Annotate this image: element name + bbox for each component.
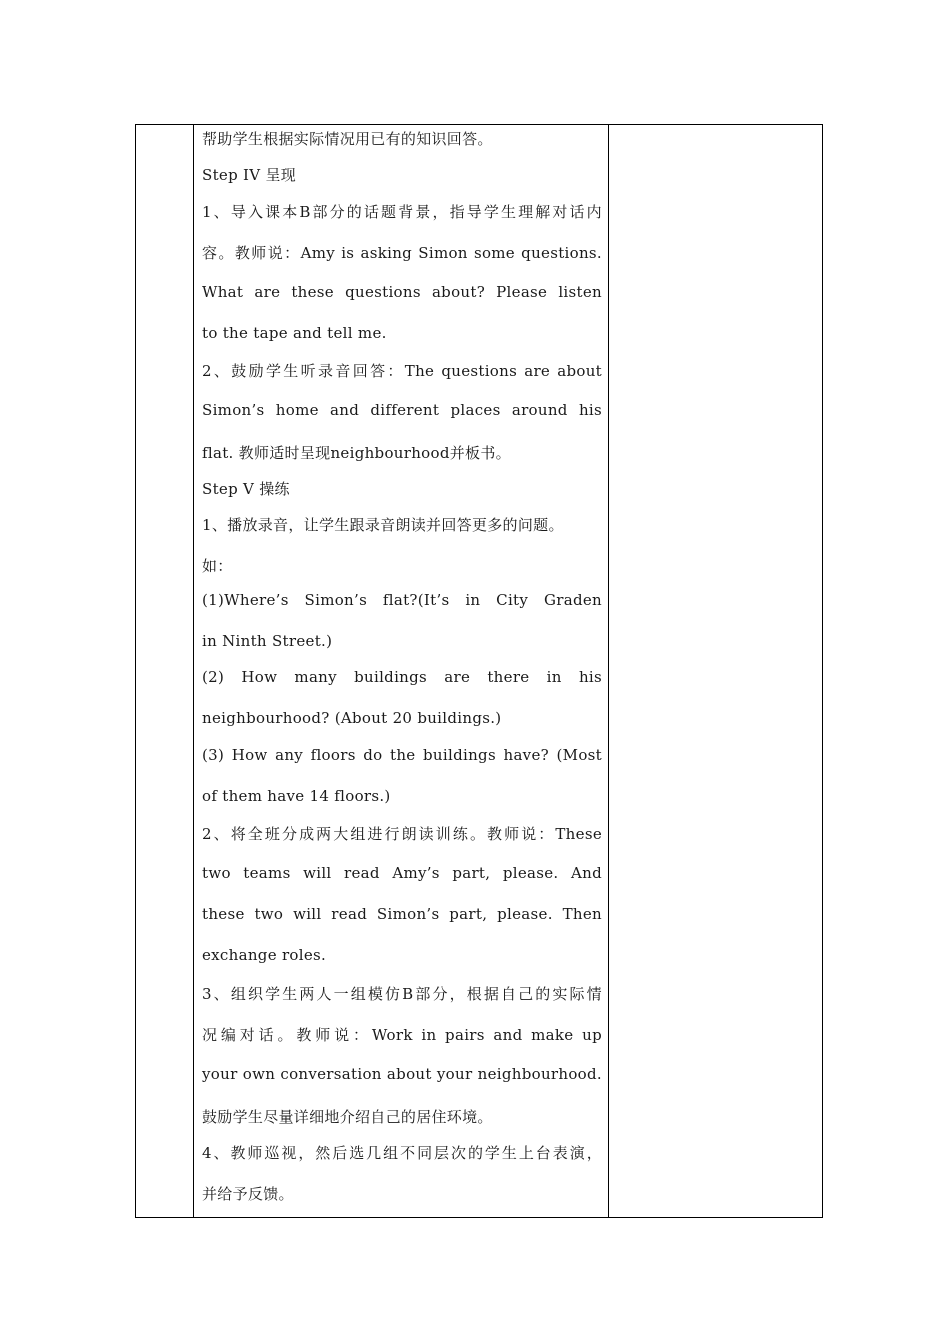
text-line: (1)Where’s Simon’s flat?(It’s in City Graden [202, 591, 602, 609]
text-line: 如： [202, 557, 233, 575]
text-line: (3) How any floors do the buildings have? (Most [202, 746, 602, 764]
step-heading: Step IV 呈现 [202, 166, 297, 184]
text-line: 4、教师巡视，然后选几组不同层次的学生上台表演， [202, 1144, 602, 1162]
text-line: flat. 教师适时呈现neighbourhood并板书。 [202, 444, 511, 462]
text-line: 鼓励学生尽量详细地介绍自己的居住环境。 [202, 1108, 493, 1126]
text-line: to the tape and tell me. [202, 324, 387, 342]
lesson-plan-table [135, 124, 823, 1218]
text-line: Simon’s home and different places around his [202, 401, 602, 419]
column-divider-right [608, 125, 609, 1217]
text-line: 1、播放录音，让学生跟录音朗读并回答更多的问题。 [202, 516, 564, 534]
text-line: these two will read Simon’s part, please. Then [202, 905, 602, 923]
text-line: your own conversation about your neighbourhood. [202, 1065, 602, 1083]
text-line: What are these questions about? Please listen [202, 283, 602, 301]
text-line: 容。教师说：Amy is asking Simon some questions. [202, 244, 602, 262]
text-line: (2) How many buildings are there in his [202, 668, 602, 686]
text-line: 2、鼓励学生听录音回答：The questions are about [202, 362, 602, 380]
text-line: 2、将全班分成两大组进行朗读训练。教师说：These [202, 825, 602, 843]
text-line: 并给予反馈。 [202, 1185, 294, 1203]
text-line: neighbourhood? (About 20 buildings.) [202, 709, 502, 727]
step-heading: Step V 操练 [202, 480, 290, 498]
text-line: two teams will read Amy’s part, please. And [202, 864, 602, 882]
text-line: exchange roles. [202, 946, 327, 964]
text-line: in Ninth Street.) [202, 632, 333, 650]
column-divider-left [193, 125, 194, 1217]
text-line: 况编对话。教师说：Work in pairs and make up [202, 1026, 602, 1044]
text-line: 1、导入课本B部分的话题背景，指导学生理解对话内 [202, 203, 602, 221]
text-line: of them have 14 floors.) [202, 787, 391, 805]
text-line: 3、组织学生两人一组模仿B部分，根据自己的实际情 [202, 985, 602, 1003]
text-line: 帮助学生根据实际情况用已有的知识回答。 [202, 130, 493, 148]
